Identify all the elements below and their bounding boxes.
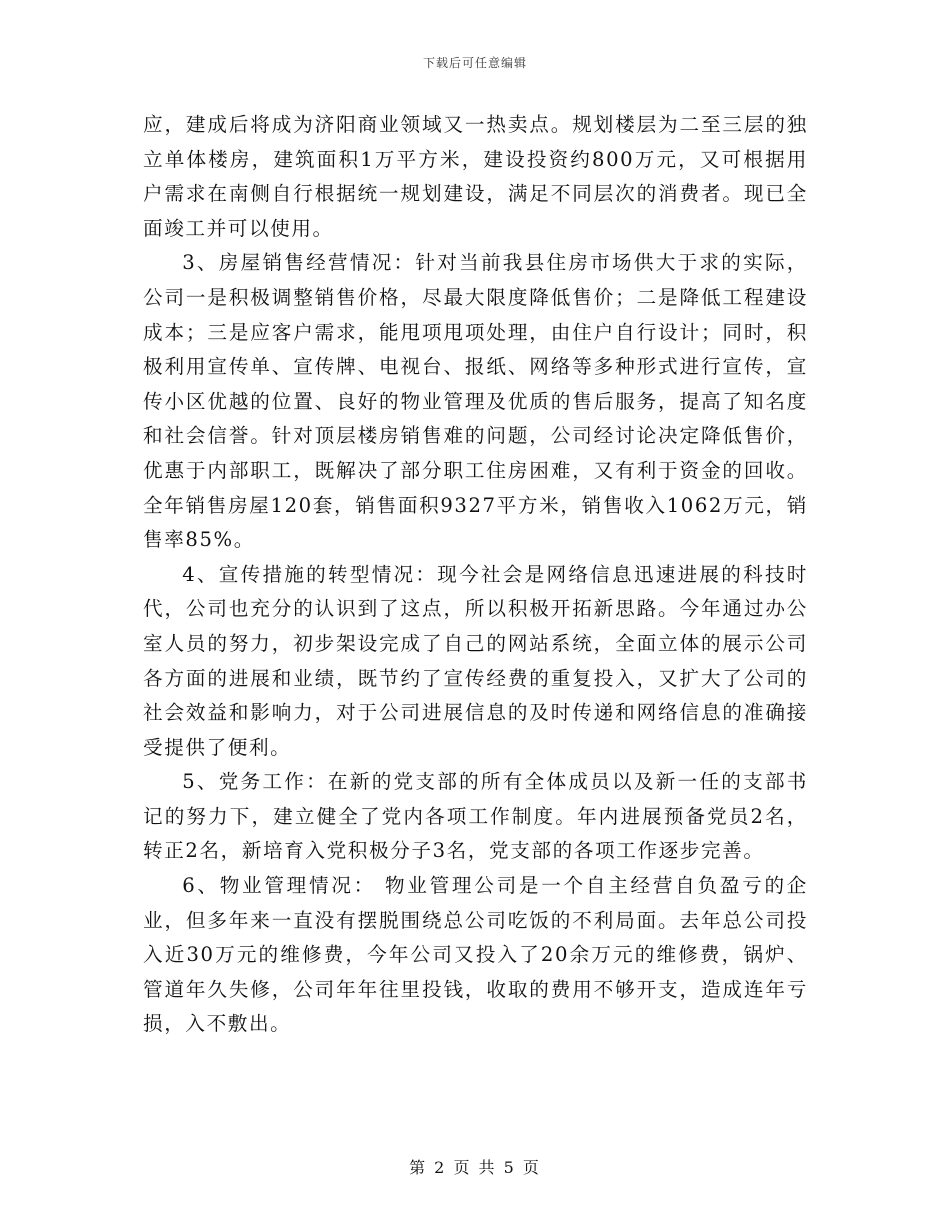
page-header: 下载后可任意编辑 — [422, 56, 527, 70]
page-number-footer: 第 2 页 共 5 页 — [409, 1158, 541, 1177]
paragraph-party-affairs: 5、党务工作：在新的党支部的所有全体成员以及新一任的支部书记的努力下，建立健全了党内各项工作制度。年内进展预备党员2名，转正2名，新培育入党积极分子3名，党支部的各项工作逐步完善。 — [143, 770, 808, 863]
document-body — [143, 108, 808, 1042]
paragraph-housing-sales: 3、房屋销售经营情况：针对当前我县住房市场供大于求的实际，公司一是积极调整销售价格，尽最大限度降低售价；二是降低工程建设成本；三是应客户需求，能甩项甩项处理，由住户自行设计；同时，积极利用宣传单、宣传牌、电视台、报纸、网络等多种形式进行宣传，宣传小区优越的位置、良好的物业管理及优质的售后服务，提高了知名度和社会信誉。针对顶层楼房销售难的问题，公司经讨论决定降低售价，优惠于内部职工，既解决了部分职工住房困难，又有利于资金的回收。全年销售房屋120套，销售面积9327平方米，销售收入1062万元，销售率85%。 — [143, 251, 808, 552]
paragraph-property-management: 6、物业管理情况： 物业管理公司是一个自主经营自负盈亏的企业，但多年来一直没有摆脱围绕总公司吃饭的不利局面。去年总公司投入近30万元的维修费，今年公司又投入了20余万元的维修费，锅炉、管道年久失修，公司年年往里投钱，收取的费用不够开支，造成连年亏损，入不敷出。 — [143, 874, 808, 1036]
paragraph-publicity-transformation: 4、宣传措施的转型情况：现今社会是网络信息迅速进展的科技时代，公司也充分的认识到了这点，所以积极开拓新思路。今年通过办公室人员的努力，初步架设完成了自己的网站系统，全面立体的展示公司各方面的进展和业绩，既节约了宣传经费的重复投入，又扩大了公司的社会效益和影响力，对于公司进展信息的及时传递和网络信息的准确接受提供了便利。 — [143, 562, 808, 759]
paragraph-continuation: 应，建成后将成为济阳商业领域又一热卖点。规划楼层为二至三层的独立单体楼房，建筑面积1万平方米，建设投资约800万元，又可根据用户需求在南侧自行根据统一规划建设，满足不同层次的消费者。现已全面竣工并可以使用。 — [143, 113, 808, 240]
